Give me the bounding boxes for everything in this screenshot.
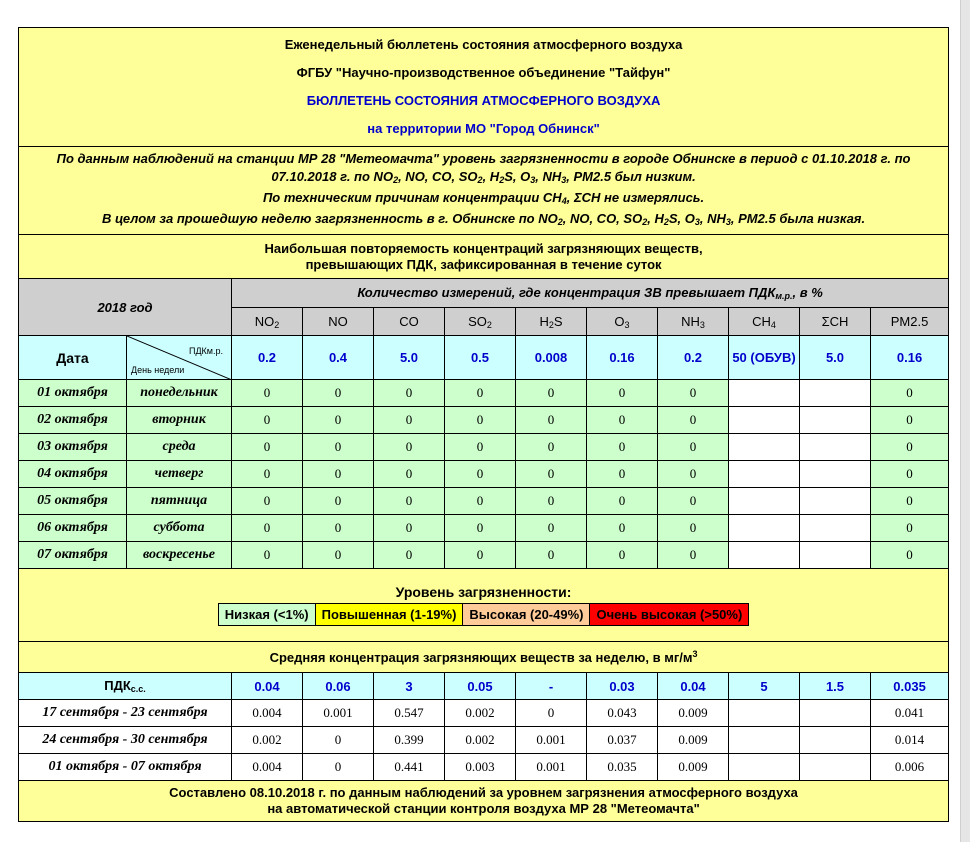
exceed-cell: 0	[871, 542, 949, 569]
day-date: 06 октября	[19, 515, 127, 542]
day-weekday: четверг	[127, 461, 232, 488]
exceed-cell: 0	[303, 515, 374, 542]
exceed-cell	[729, 488, 800, 515]
avg-cell: 0.003	[445, 754, 516, 781]
exceed-cell: 0	[445, 461, 516, 488]
avg-cell: 0.001	[516, 727, 587, 754]
pollutant-base: NO	[254, 313, 275, 329]
exceed-cell: 0	[516, 515, 587, 542]
day-date: 05 октября	[19, 488, 127, 515]
table-row	[19, 542, 949, 569]
avg-cell: 0.547	[374, 700, 445, 727]
week-period: 01 октября - 07 октября	[19, 754, 232, 781]
pollutant-header	[871, 308, 949, 336]
pollutant-header	[516, 308, 587, 336]
pdk-ss-value: 0.03	[587, 673, 658, 700]
table-row	[19, 434, 949, 461]
exceed-cell	[729, 380, 800, 407]
avg-cell: 0	[303, 754, 374, 781]
exceed-cell: 0	[303, 488, 374, 515]
exceed-cell: 0	[232, 515, 303, 542]
avg-cell: 0.037	[587, 727, 658, 754]
avg-cell: 0.004	[232, 754, 303, 781]
exceed-cell: 0	[587, 434, 658, 461]
exceed-cell: 0	[658, 461, 729, 488]
exceed-cell: 0	[871, 488, 949, 515]
header-line-3: БЮЛЛЕТЕНЬ СОСТОЯНИЯ АТМОСФЕРНОГО ВОЗДУХА	[306, 93, 661, 108]
exceed-cell	[729, 515, 800, 542]
summary-para-1: По данным наблюдений на станции МР 28 "Метеомачта" уровень загрязненности в городе Обнинске в период с 01.10.2018 г. по 07.10.2018 г. по $NO_2$, NO, CO, $SO_2$, $H_2S$, $O_3$, $NH_3$, PM2.5 был низким.	[56, 151, 911, 185]
pollutant-header	[445, 308, 516, 336]
pollutant-base: ΣCH	[821, 314, 849, 329]
avg-cell: 0	[303, 727, 374, 754]
exceed-cell	[800, 461, 871, 488]
exceed-cell	[800, 488, 871, 515]
exceed-cell: 0	[658, 434, 729, 461]
pdk-ss-value: -	[516, 673, 587, 700]
table-row	[19, 700, 949, 727]
pollutant-base: NH	[681, 313, 700, 329]
exceed-cell: 0	[232, 488, 303, 515]
exceed-cell: 0	[374, 380, 445, 407]
table-row	[19, 727, 949, 754]
exceed-cell: 0	[232, 542, 303, 569]
avg-cell: 0.399	[374, 727, 445, 754]
avg-cell: 0.006	[871, 754, 949, 781]
exceed-cell	[800, 542, 871, 569]
exceed-cell: 0	[374, 434, 445, 461]
avg-cell: 0.009	[658, 727, 729, 754]
pollutant-header	[658, 308, 729, 336]
exceed-cell: 0	[587, 488, 658, 515]
summary-text	[19, 147, 949, 235]
pdk-ss-label: $ПДК_{с.с.}$	[19, 673, 232, 700]
exceed-cell: 0	[374, 488, 445, 515]
pdk-mr-value: 0.2	[658, 336, 729, 380]
exceed-cell: 0	[587, 461, 658, 488]
pollutant-base: SO	[468, 313, 487, 329]
pollutant-sub: 4	[770, 319, 776, 330]
day-date: 07 октября	[19, 542, 127, 569]
pollutant-header	[374, 308, 445, 336]
pdk-mr-value: 5.0	[800, 336, 871, 380]
exceed-cell: 0	[516, 542, 587, 569]
header-line-1: Еженедельный бюллетень состояния атмосферного воздуха	[284, 37, 683, 52]
avg-cell: 0.009	[658, 754, 729, 781]
exceed-cell: 0	[232, 407, 303, 434]
avg-cell: 0.035	[587, 754, 658, 781]
day-weekday: вторник	[127, 407, 232, 434]
exceed-cell: 0	[303, 407, 374, 434]
pollutant-base: NO	[328, 314, 348, 329]
avg-cell	[729, 700, 800, 727]
exceed-cell: 0	[516, 434, 587, 461]
avg-cell: 0.002	[445, 727, 516, 754]
exceed-cell: 0	[374, 542, 445, 569]
pdk-mr-value: 0.16	[587, 336, 658, 380]
avg-cell	[729, 727, 800, 754]
pollutant-sub: 2	[548, 319, 554, 330]
exceed-cell: 0	[658, 488, 729, 515]
exceed-cell: 0	[516, 407, 587, 434]
pollutant-header	[232, 308, 303, 336]
exceed-cell: 0	[516, 380, 587, 407]
exceed-cell: 0	[232, 461, 303, 488]
summary-para-3: В целом за прошедшую неделю загрязненность в г. Обнинске по $NO_2$, NO, CO, $SO_2$, $H_2S$, $O_3$, $NH_3$, PM2.5 была низкая.	[102, 211, 866, 227]
pdk-mr-value: 0.16	[871, 336, 949, 380]
exceed-cell: 0	[587, 407, 658, 434]
date-header: Дата	[19, 336, 127, 380]
exceed-cell	[800, 434, 871, 461]
exceed-cell: 0	[516, 488, 587, 515]
pollutant-header	[587, 308, 658, 336]
pollutant-base: CH	[752, 313, 771, 329]
legend-item: Очень высокая (>50%)	[590, 604, 749, 626]
table-row	[19, 488, 949, 515]
exceed-cell: 0	[587, 380, 658, 407]
exceed-cell: 0	[303, 380, 374, 407]
exceed-cell: 0	[871, 407, 949, 434]
pdk-mr-value: 5.0	[374, 336, 445, 380]
pdk-mr-value: 50 (ОБУВ)	[729, 336, 800, 380]
legend	[218, 603, 750, 626]
section1-title: Наибольшая повторяемость концентраций загрязняющих веществ, превышающих ПДК, зафиксированная в течение суток	[19, 235, 949, 279]
pdk-ss-value: 0.04	[232, 673, 303, 700]
summary-para-2: По техническим причинам концентрации $CH_4$, ΣCH не измерялись.	[262, 190, 705, 206]
pollutant-sub: 3	[699, 319, 705, 330]
pollutant-header	[303, 308, 374, 336]
avg-cell: 0.001	[516, 754, 587, 781]
pdk-ss-value: 0.04	[658, 673, 729, 700]
day-weekday: воскресенье	[127, 542, 232, 569]
exceed-cell	[729, 434, 800, 461]
exceed-cell: 0	[871, 461, 949, 488]
pollutant-base: PM2.5	[890, 314, 929, 329]
avg-cell: 0.041	[871, 700, 949, 727]
exceed-cell: 0	[658, 380, 729, 407]
pdk-mr-value: 0.2	[232, 336, 303, 380]
day-date: 01 октября	[19, 380, 127, 407]
exceed-cell	[800, 380, 871, 407]
legend-block	[19, 569, 949, 642]
section2-title: Средняя концентрация загрязняющих веществ за неделю, в $мг/м^3$	[19, 642, 949, 673]
scrollbar[interactable]	[960, 0, 970, 842]
exceed-cell: 0	[658, 515, 729, 542]
exceed-cell: 0	[445, 488, 516, 515]
exceed-cell: 0	[445, 515, 516, 542]
day-date: 02 октября	[19, 407, 127, 434]
header-line-2: ФГБУ "Научно-производственное объединение "Тайфун"	[296, 65, 671, 80]
avg-cell	[800, 700, 871, 727]
table-row	[19, 407, 949, 434]
exceed-cell: 0	[587, 542, 658, 569]
weekday-label: День недели	[131, 365, 185, 375]
avg-cell: 0.002	[232, 727, 303, 754]
avg-cell: 0.009	[658, 700, 729, 727]
pdk-mr-label: ПДКм.р.	[188, 346, 223, 356]
table-row	[19, 461, 949, 488]
exceed-cell: 0	[303, 434, 374, 461]
exceed-cell: 0	[658, 542, 729, 569]
pollutant-header	[800, 308, 871, 336]
year-label: 2018 год	[19, 279, 232, 336]
exceed-cell: 0	[374, 407, 445, 434]
pdk-ss-value: 0.035	[871, 673, 949, 700]
legend-title: Уровень загрязненности:	[395, 584, 572, 600]
avg-cell: 0.001	[303, 700, 374, 727]
legend-item: Низкая (<1%)	[218, 604, 315, 626]
day-weekday: понедельник	[127, 380, 232, 407]
avg-cell: 0.002	[445, 700, 516, 727]
exceed-cell: 0	[374, 515, 445, 542]
pollutant-base: CO	[399, 314, 419, 329]
pollutant-sub: 2	[274, 319, 280, 330]
day-date: 04 октября	[19, 461, 127, 488]
day-weekday: пятница	[127, 488, 232, 515]
exceed-cell	[800, 407, 871, 434]
legend-item: Высокая (20-49%)	[463, 604, 590, 626]
pdk-mr-value: 0.5	[445, 336, 516, 380]
pollutant-sub: 2	[486, 319, 492, 330]
exceed-cell: 0	[445, 380, 516, 407]
exceed-cell: 0	[658, 407, 729, 434]
exceed-cell	[729, 461, 800, 488]
pollutant-tail: S	[553, 313, 563, 329]
exceed-cell: 0	[445, 542, 516, 569]
avg-cell: 0	[516, 700, 587, 727]
avg-cell: 0.043	[587, 700, 658, 727]
exceed-cell: 0	[871, 515, 949, 542]
pollutant-header	[729, 308, 800, 336]
pollutant-base: O	[614, 313, 625, 329]
avg-cell	[729, 754, 800, 781]
legend-item: Повышенная (1-19%)	[315, 604, 463, 626]
table-row	[19, 380, 949, 407]
avg-cell	[800, 727, 871, 754]
pdk-diagonal-header	[127, 336, 232, 380]
bulletin-header	[19, 28, 949, 147]
bulletin-table	[18, 27, 949, 822]
exceed-cell: 0	[871, 380, 949, 407]
footer: Составлено 08.10.2018 г. по данным наблюдений за уровнем загрязнения атмосферного воздуха на автоматической станции контроля воздуха МР 28 "Метеомачта"	[19, 781, 949, 822]
day-date: 03 октября	[19, 434, 127, 461]
exceed-cell	[800, 515, 871, 542]
count-label: Количество измерений, где концентрация ЗВ превышает $ПДК_{м.р.}$, в %	[232, 279, 949, 308]
week-period: 24 сентября - 30 сентября	[19, 727, 232, 754]
exceed-cell: 0	[374, 461, 445, 488]
header-line-4: на территории МО "Город Обнинск"	[367, 121, 600, 136]
pdk-ss-value: 0.05	[445, 673, 516, 700]
avg-cell: 0.441	[374, 754, 445, 781]
exceed-cell: 0	[445, 434, 516, 461]
table-row	[19, 515, 949, 542]
day-weekday: среда	[127, 434, 232, 461]
exceed-cell	[729, 542, 800, 569]
exceed-cell: 0	[303, 542, 374, 569]
table-row	[19, 754, 949, 781]
pdk-ss-value: 1.5	[800, 673, 871, 700]
exceed-cell: 0	[516, 461, 587, 488]
exceed-cell: 0	[232, 380, 303, 407]
exceed-cell: 0	[871, 434, 949, 461]
exceed-cell: 0	[303, 461, 374, 488]
avg-cell: 0.004	[232, 700, 303, 727]
pdk-ss-value: 0.06	[303, 673, 374, 700]
pdk-mr-value: 0.008	[516, 336, 587, 380]
exceed-cell: 0	[232, 434, 303, 461]
pollutant-base: H	[539, 313, 549, 329]
avg-cell: 0.014	[871, 727, 949, 754]
exceed-cell: 0	[587, 515, 658, 542]
pollutant-sub: 3	[624, 319, 630, 330]
pdk-ss-value: 3	[374, 673, 445, 700]
exceed-cell: 0	[445, 407, 516, 434]
avg-cell	[800, 754, 871, 781]
pdk-mr-value: 0.4	[303, 336, 374, 380]
exceed-cell	[729, 407, 800, 434]
day-weekday: суббота	[127, 515, 232, 542]
week-period: 17 сентября - 23 сентября	[19, 700, 232, 727]
pdk-ss-value: 5	[729, 673, 800, 700]
